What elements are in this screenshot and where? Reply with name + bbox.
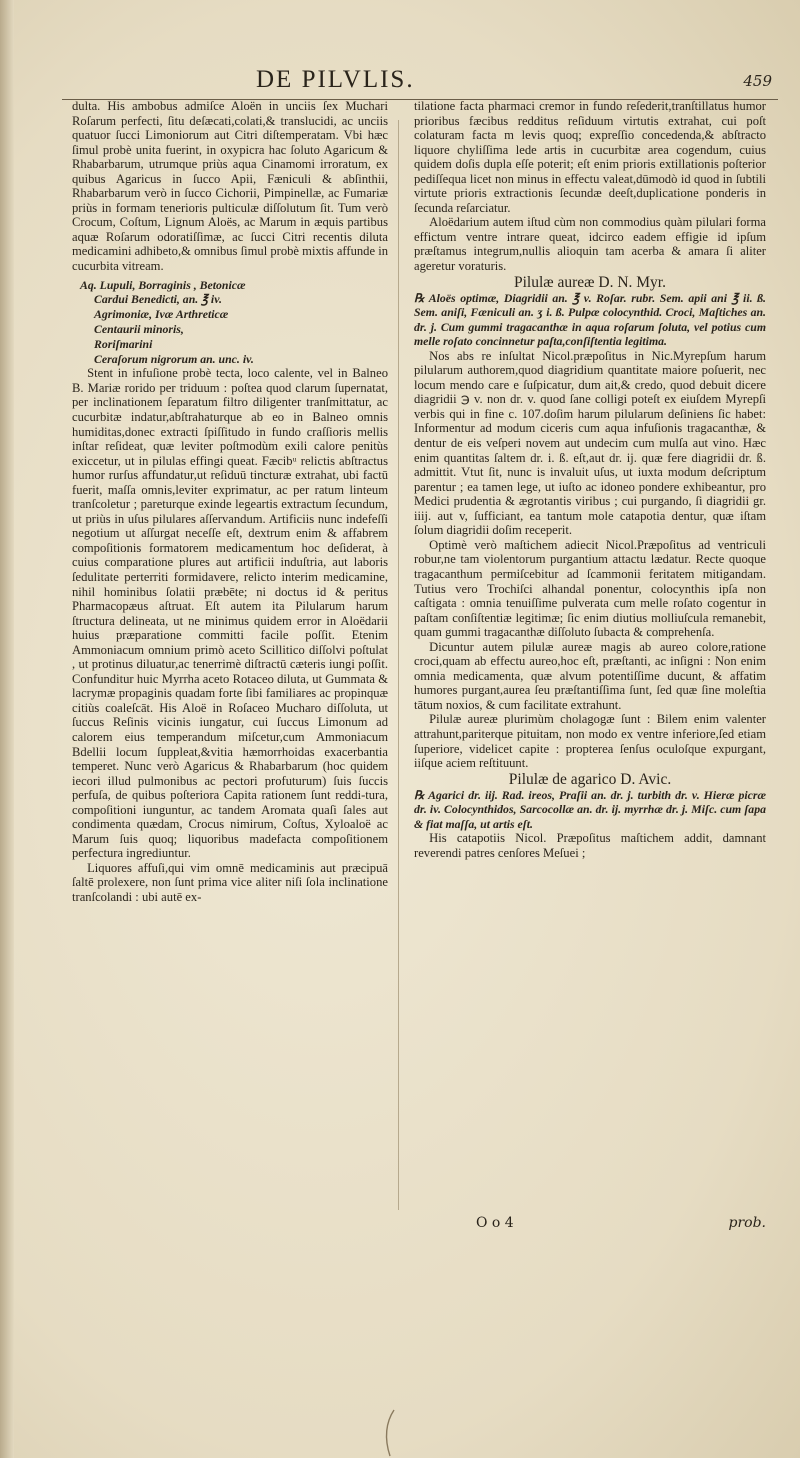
prescription-line: ℞ Aloës optimæ, Diagridii an. ℥ v. Roſar. rubr. Sem. apii ani ℥ ii. ß. Sem. aniſi, Fæniculi an. ʒ i. ß. Pulpæ colocynthid. Croci, Maſtiches an. dr. j. Cum gummi tragacanthæ in aqua roſarum ſoluta, vel potius cum melle roſato concinnetur paſta,conſiſtentia legitima.: [414, 290, 766, 349]
page-footer: [476, 1215, 776, 1235]
prescription-line: Roriſmarini: [94, 336, 153, 351]
body-paragraph: Pilulæ aureæ plurimùm cholagogæ ſunt : Bilem enim valenter attrahunt,pariterque pituitam, non modo ex ventre inferiore,ſed etiam ſuperiore, videlicet capite : propterea ſenſus oculoſque expurgant, iiſque aciem reſtituunt.: [414, 712, 766, 771]
body-paragraph: Liquores affuſi,qui vim omnē medicaminis aut præcipuā ſaltē prolexere, non ſunt prima vice aliter niſi ſola inclinatione tranſcolandi : ubi autē ex-: [72, 860, 388, 905]
body-paragraph: His catapotiis Nicol. Præpoſitus maſtichem addit, damnant reverendi patres cenſores Meſuei ;: [414, 831, 766, 860]
running-title: DE PILVLIS.: [256, 66, 415, 93]
prescription-line: Centaurii minoris,: [94, 321, 184, 336]
body-paragraph: tilatione facta pharmaci cremor in fundo reſederit,tranſtillatus humor prioribus fæcibus redditus reſiduum virtutis extrahat, cui poſt colaturam facta m levis quoq; expreſſio concedenda,& abſtracto liquore chyliſſima lede artis in cucurbitæ area cogendum, cuius quidem doſis dupla eſſe poterit; eſt enim prioris extillationis poſterior pediſſequa licet non minus in effectu valeat,dūmodò id quod in ſubtili virtute prioris extractionis ſecundæ deeſt,duplicatione ponderis in ſecunda reſarciatur.: [414, 99, 766, 215]
body-paragraph: Stent in infuſione probè tecta, loco calente, vel in Balneo B. Mariæ rorido per triduum : poſtea quod clarum ſupernatat, per inclinationem ſeparatum filtro diligenter tranſmittatur, ac cucurbitæ indatur,abſtrahaturque ab eo in Balneo omnis humiditas,donec extracti ſpiſſitudo in fundo craſſioris mellis inſtar reſideat, quæ leviter poſtmodùm exili calore penitùs exiccetur, ut in pilulas effingi queat. Fæcibᵘ relictis abſtractus humor rurſus affundatur,ut reſiduū tincturæ extrahat, ubi factū fuerit, maſſa omnis,leviter exprimatur, ac per ratum linteum tranſcoletur ; pareturque exinde legeartis extractum ſecundum, ut priùs in uſus pilulares aſſervandum. Artificiis nunc indefeſſi negotium ut aſſurgat neceſſe eſt, dextrum enim & affabrem compoſitionis formatorem medicamentum hoc deſiderat, à cuius comparatione plures aut artificii induſtria, aut laboris ſedulitate perterriti formidavere, relicto interim medicamine, nihil hominibus ſolatii præbēte; ni doctus id & peritus Pharmacopæus aſtruat. Eſt autem ita Pilularum harum ſtructura delineata, ut ne minimus quidem error in Aloëdarii huius præparatione committi facile poſſit. Etenim Ammoniacum omnium primò aceto Scillitico diſſolvi poſtulat , ut protinus diluatur,ac tenerrimè diſtractū cæteris iungi poſſit. Confunditur huic Myrrha aceto Rotaceo diluta, ut Gummata & lacrymæ propaginis quadam forte ſibi familiares ac propinquæ citiùs coaleſcāt. His Aloë in Roſaceo Mucharo diſſoluta, ut ſuccus Reſinis vicinis iungatur, cui ſuccus Limonum ad calorem eius temperandum miſcetur,cum Ammoniacum Bdellii locum ſuppleat,&vitia hæmorrhoidas exacerbantia temperet. Nunc verò Agaricus & Rhabarbarum (hoc quidem iecori illud pulmonibus ac pectori profuturum) ſuis ſuccis perfuſa, de quibus poſteriora Capita rationem ſunt reddi-tura, compoſitioni iunguntur, ac tandem Aromata quaſi ſales aut condimenta quædam, Crocus nimirum, Coſtus, Xyloaloë ac Marum ſuis quoq; liquoribus madefacta compoſitionem perfectura ingrediuntur.: [72, 366, 388, 861]
body-paragraph: Dicuntur autem pilulæ aureæ magis ab aureo colore,ratione croci,quam ab effectu aureo,hoc eſt, præſtanti, ac inſigni : Non enim omnia medicamenta, quæ alvum potentiſſime ducunt, & affatim humores purgant,aurea ſeu præſtantiſſima ſunt, ſed quæ ſine moleſtia tātum noxios, & cum facilitate extrahunt.: [414, 639, 766, 712]
column-divider: [398, 120, 399, 1210]
signature-mark: O o 4: [476, 1215, 514, 1231]
pen-mark-icon: [378, 1408, 406, 1458]
body-paragraph: dulta. His ambobus admiſce Aloën in unciis ſex Muchari Roſarum perfecti, ſitu deſæcati,colati,& translucidi, ac unciis quatuor ſucci Limoniorum aut Citri diſtemperatam. Vbi hæc ſimul probè unita fuerint, in oxypicra hac ſoluto Agaricum & Rhabarbarum, utrumque priùs aqua Cinamomi irroratum, ex quibus Agaricus in ſucco Apii, Fæniculi & abſinthii, Rhabarbarum verò in ſucco Cichorii, Pimpinellæ, ac Fumariæ priùs in formam tenerioris pulticulæ diſſolutum ſit. Tum verò Crocum, Coſtum, Lignum Aloës, ac Marum in æquis partibus aquæ Roſarum odoratiſſimæ, ac ſucci Citri recentis diluta medicamini adhibeto,& omnibus ſimul probè mixtis affunde in cucurbita vitream.: [72, 99, 388, 274]
left-column: [72, 99, 388, 905]
catchword: prob.: [728, 1215, 766, 1231]
page-header: [60, 66, 780, 100]
body-paragraph: Nos abs re inſultat Nicol.præpoſitus in Nic.Myrepſum harum pilularum authorem,quod diagridium quantitate maiore poſuerit, nec locum mendo care e ſuſpicatur, dum ait,& credo, quod debuit dicere diagridii ℈ v. non dr. v. quod ſane colligi poteſt ex eiuſdem Myrepſi verbis qui in fine c. 107.doſim harum pilularum deſiniens ſic habet: Informentur ad modum ciceris cum aqua infuſionis tragacanthæ, & dentur de eis veſperi novem aut undecim cum mulſa aut vino. Hæc enim quantitas ſaltem dr. i. ß. eſt,aut dr. ij. quæ fere diagridii dr. ß. admittit. Vtut ſit, nunc is invaluit uſus, ut iuxta modum deſcriptum parentur ; ea tamen lege, ut iuſto ac idoneo pondere exhibeantur, pro Medici prudentia & ægrotantis viribus ; cui purgando, ſi diagridii gr. iiij. aut v, ſufficiant, ea tantum mole catapotia dentur, quæ iſtam ſolum diagridii doſim receperit.: [414, 348, 766, 538]
binding-gutter: [0, 0, 14, 1458]
prescription-line: Cardui Benedicti, an. ℥ iv.: [94, 292, 222, 307]
page-number: 459: [743, 72, 772, 90]
prescription-line: Agrimoniæ, Ivæ Arthreticæ: [94, 307, 229, 322]
body-paragraph: Optimè verò maſtichem adiecit Nicol.Præpoſitus ad ventriculi robur,ne tam violentorum purgantium attactu lædatur. Recte quoque tragacanthum permiſcebitur ad ſcammonii feritatem mitigandam. Tutius vero Trochiſci alhandal ponentur, colocynthis ipſa non caſtigata : omnia tenuiſſime pulverata cum melle roſato cogentur in paſtam conſiſtentiæ legitimæ; ſic enim diutius molliuſcula remanebit, quam gummi tragacanthæ diſſoluto ſubacta & comprehenſa.: [414, 537, 766, 640]
section-heading: Pilulæ aureæ D. N. Myr.: [514, 273, 666, 291]
body-paragraph: Aloëdarium autem iſtud cùm non commodius quàm pilulari forma effictum ventre intrare queat, idcirco eadem effigie id ipſum præſtamus integrum,nullis alioquin tam acerba & amara ſi aliter ageretur voraturis.: [414, 215, 766, 274]
prescription-line: ℞ Agarici dr. iij. Rad. ireos, Praſii an. dr. j. turbith dr. v. Hieræ picræ dr. iv. Colocynthidos, Sarcocollæ an. dr. ij. myrrhæ dr. j. Miſc. cum ſapa & fiat maſſa, ut artis eſt.: [414, 787, 766, 831]
prescription-line: Aq. Lupuli, Borraginis , Betonicæ: [80, 277, 246, 292]
right-column: [414, 99, 766, 860]
section-heading: Pilulæ de agarico D. Avic.: [508, 770, 672, 788]
prescription-line: Ceraſorum nigrorum an. unc. iv.: [94, 351, 254, 366]
